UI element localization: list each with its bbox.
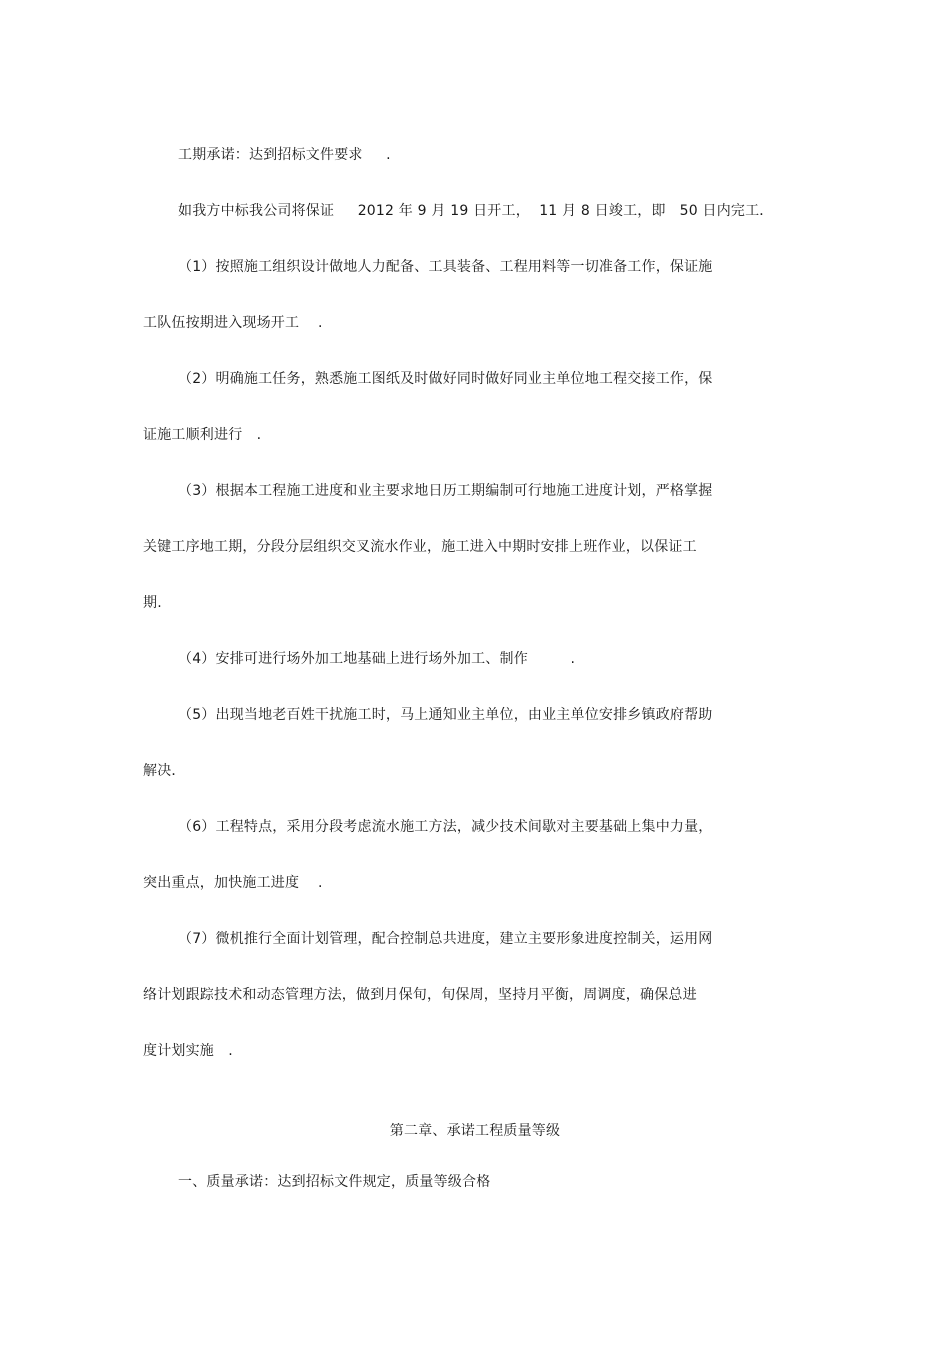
item-2-line-2: 证施工顺利进行 . — [143, 427, 262, 443]
item-7-line-2: 络计划跟踪技术和动态管理方法，做到月保旬，旬保周，坚持月平衡，周调度，确保总进 — [143, 987, 697, 1003]
item-7-line-3: 度计划实施 . — [143, 1043, 233, 1059]
item-7-line-1: （7）微机推行全面计划管理，配合控制总共进度，建立主要形象进度控制关，运用网 — [178, 931, 713, 947]
item-5-line-2: 解决． — [143, 763, 186, 779]
item-3-line-1: （3）根据本工程施工进度和业主要求地日历工期编制可行地施工进度计划，严格掌握 — [178, 483, 713, 499]
item-1-line-1: （1）按照施工组织设计做地人力配备、工具装备、工程用料等一切准备工作，保证施 — [178, 259, 713, 275]
item-3-line-2: 关键工序地工期，分段分层组织交叉流水作业，施工进入中期时安排上班作业，以保证工 — [143, 539, 697, 555]
item-6-line-2: 突出重点，加快施工进度 . — [143, 875, 323, 891]
schedule-guarantee-text: 如我方中标我公司将保证 2012 年 9 月 19 日开工， 11 月 8 日竣工，即 50 日内完工． — [178, 203, 774, 219]
item-1-line-2: 工队伍按期进入现场开工 . — [143, 315, 323, 331]
item-4-line-1: （4）安排可进行场外加工地基础上进行场外加工、制作 . — [178, 651, 576, 667]
item-2-line-1: （2）明确施工任务，熟悉施工图纸及时做好同时做好同业主单位地工程交接工作，保 — [178, 371, 713, 387]
quality-commitment-line: 一、质量承诺：达到招标文件规定，质量等级合格 — [178, 1174, 491, 1190]
chapter-2-title: 第二章、承诺工程质量等级 — [389, 1123, 561, 1139]
item-6-line-1: （6）工程特点，采用分段考虑流水施工方法，减少技术间歇对主要基础上集中力量， — [178, 819, 713, 835]
item-3-line-3: 期. — [143, 595, 162, 611]
schedule-commitment-heading: 工期承诺：达到招标文件要求 . — [178, 147, 391, 163]
item-5-line-1: （5）出现当地老百姓干扰施工时，马上通知业主单位，由业主单位安排乡镇政府帮助 — [178, 707, 713, 723]
